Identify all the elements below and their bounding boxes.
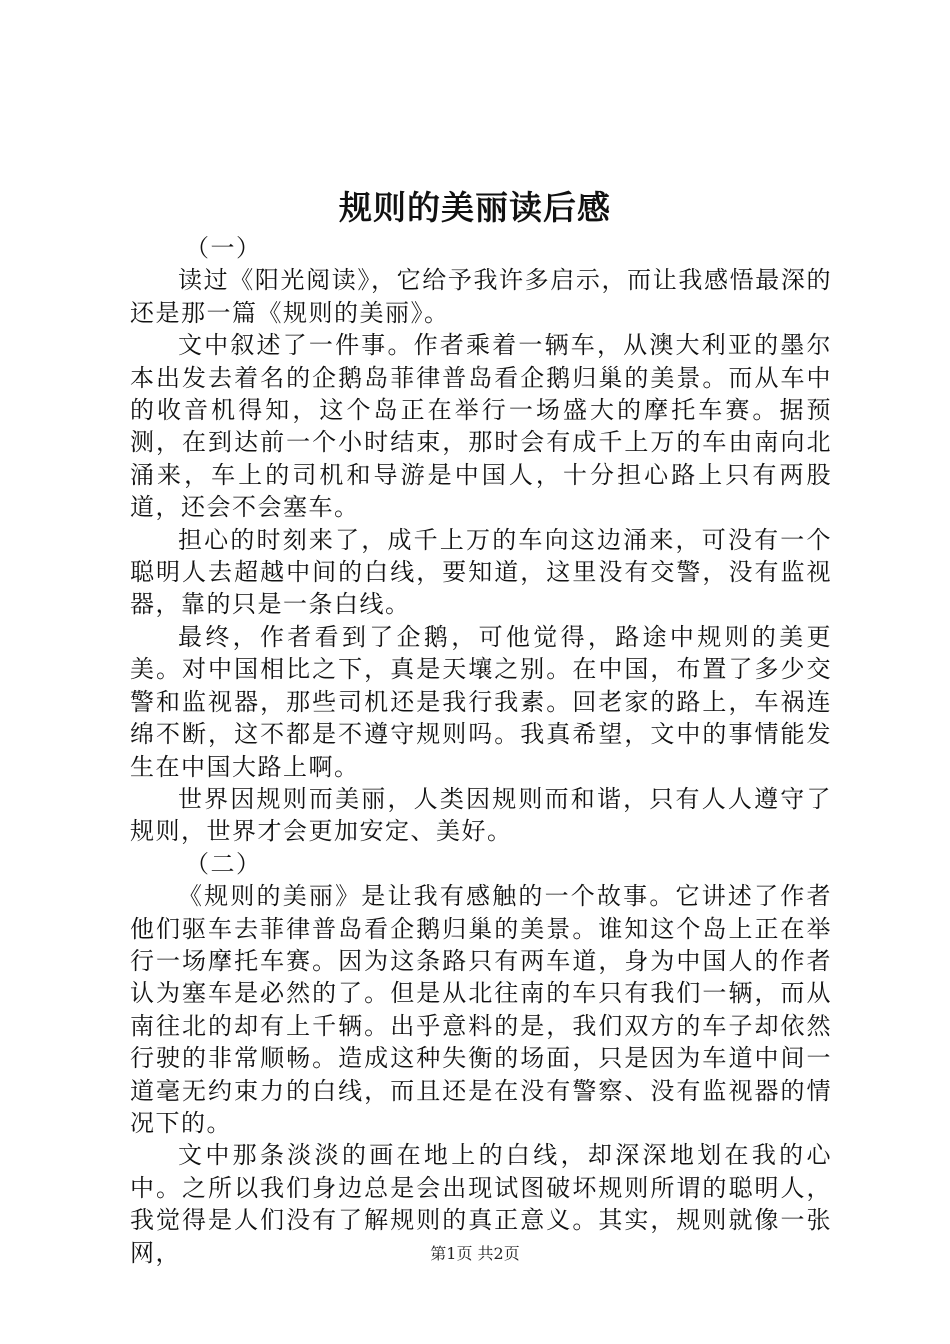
document-body [130, 232, 832, 1269]
paragraph: 担心的时刻来了，成千上万的车向这边涌来，可没有一个聪明人去超越中间的白线，要知道，这里没有交警，没有监视器，靠的只是一条白线。 [130, 525, 832, 619]
paragraph: 文中那条淡淡的画在地上的白线，却深深地划在我的心中。之所以我们身边总是会出现试图破坏规则所谓的聪明人，我觉得是人们没有了解规则的真正意义。其实，规则就像一张网， [130, 1141, 832, 1267]
section-label: （二） [185, 849, 262, 878]
paragraph: 世界因规则而美丽，人类因规则而和谐，只有人人遵守了规则，世界才会更加安定、美好。 [130, 784, 832, 846]
section-label: （一） [185, 234, 262, 262]
document-title: 规则的美丽读后感 [339, 188, 611, 227]
page-number-footer: 第1页 共2页 [430, 1244, 520, 1263]
paragraph: 读过《阳光阅读》，它给予我许多启示，而让我感悟最深的还是那一篇《规则的美丽》。 [130, 266, 832, 327]
paragraph: 《规则的美丽》是让我有感触的一个故事。它讲述了作者他们驱车去菲律普岛看企鹅归巢的美景。谁知这个岛上正在举行一场摩托车赛。因为这条路只有两车道，身为中国人的作者认为塞车是必然的了。但是从北往南的车只有我们一辆，而从南往北的却有上千辆。出乎意料的是，我们双方的车子却依然行驶的非常顺畅。造成这种失衡的场面，只是因为车道中间一道毫无约束力的白线，而且还是在没有警察、没有监视器的情况下的。 [130, 882, 832, 1137]
paragraph: 最终，作者看到了企鹅，可他觉得，路途中规则的美更美。对中国相比之下，真是天壤之别。在中国，布置了多少交警和监视器，那些司机还是我行我素。回老家的路上，车祸连绵不断，这不都是不遵守规则吗。我真希望，文中的事情能发生在中国大路上啊。 [130, 622, 832, 781]
paragraph: 文中叙述了一件事。作者乘着一辆车，从澳大利亚的墨尔本出发去着名的企鹅岛菲律普岛看企鹅归巢的美景。而从车中的收音机得知，这个岛正在举行一场盛大的摩托车赛。据预测，在到达前一个小时结束，那时会有成千上万的车由南向北涌来，车上的司机和导游是中国人，十分担心路上只有两股道，还会不会塞车。 [130, 331, 832, 522]
